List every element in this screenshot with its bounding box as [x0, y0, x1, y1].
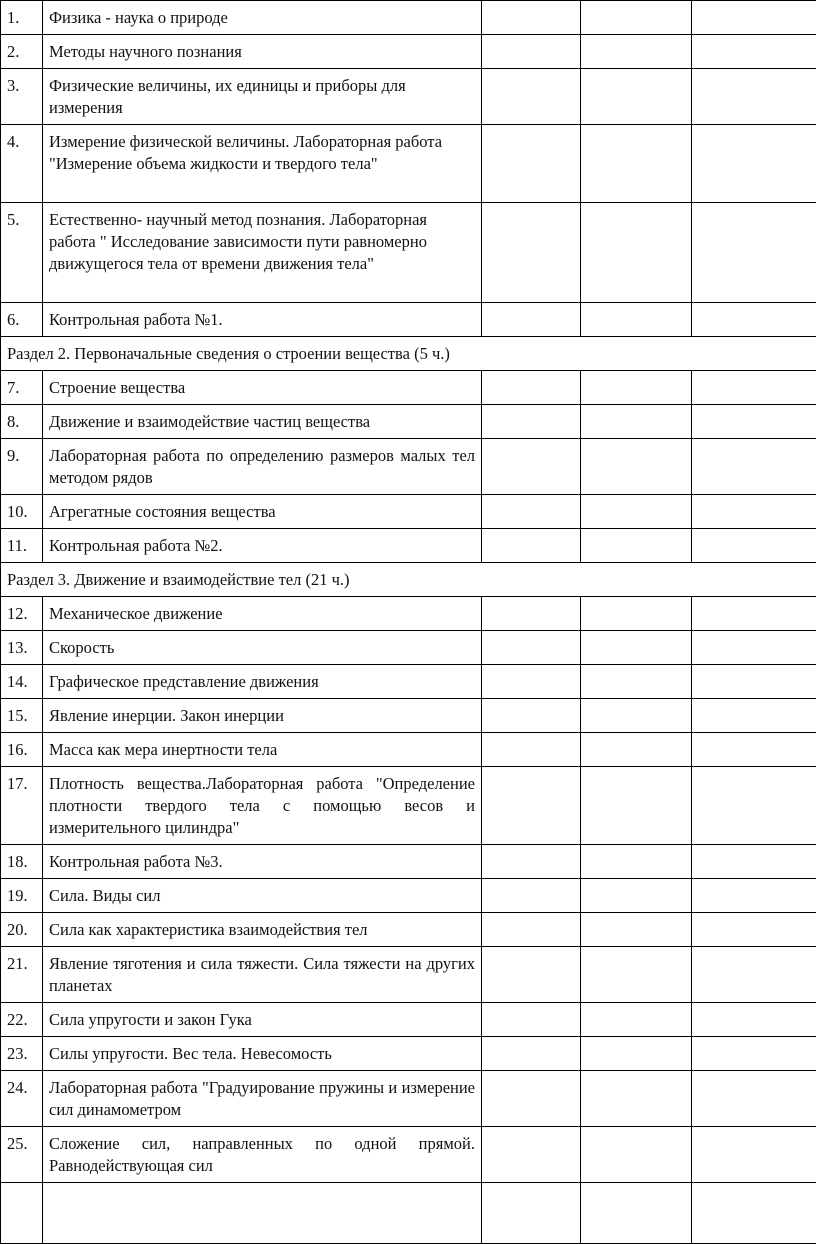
- date-actual-cell: [581, 439, 692, 495]
- date-actual-cell: [581, 1127, 692, 1183]
- table-row: [1, 631, 816, 665]
- date-planned-cell: [482, 631, 581, 665]
- lesson-topic: Физика - наука о природе: [43, 1, 482, 35]
- date-planned-cell: [482, 845, 581, 879]
- table-row: [1, 439, 816, 495]
- lesson-topic: Агрегатные состояния вещества: [43, 495, 482, 529]
- lesson-number: 7.: [1, 371, 43, 405]
- date-planned-cell: [482, 767, 581, 845]
- date-actual-cell: [581, 767, 692, 845]
- lesson-number: 22.: [1, 1003, 43, 1037]
- date-actual-cell: [581, 203, 692, 303]
- lesson-number: 2.: [1, 35, 43, 69]
- table-row: [1, 203, 816, 303]
- date-planned-cell: [482, 947, 581, 1003]
- notes-cell: [692, 1071, 816, 1127]
- date-actual-cell: [581, 371, 692, 405]
- notes-cell: [692, 1, 816, 35]
- lesson-number: 17.: [1, 767, 43, 845]
- notes-cell: [692, 303, 816, 337]
- lesson-topic: Методы научного познания: [43, 35, 482, 69]
- notes-cell: [692, 125, 816, 203]
- notes-cell: [692, 35, 816, 69]
- date-planned-cell: [482, 203, 581, 303]
- lesson-topic: Явление тяготения и сила тяжести. Сила тяжести на других планетах: [43, 947, 482, 1003]
- notes-cell: [692, 69, 816, 125]
- lesson-topic: Контрольная работа №2.: [43, 529, 482, 563]
- lesson-number: 1.: [1, 1, 43, 35]
- date-planned-cell: [482, 665, 581, 699]
- lesson-number: 13.: [1, 631, 43, 665]
- date-actual-cell: [581, 947, 692, 1003]
- date-planned-cell: [482, 597, 581, 631]
- lesson-number: 20.: [1, 913, 43, 947]
- date-planned-cell: [482, 125, 581, 203]
- date-actual-cell: [581, 733, 692, 767]
- date-actual-cell: [581, 1003, 692, 1037]
- lesson-topic: Контрольная работа №3.: [43, 845, 482, 879]
- lesson-number: 4.: [1, 125, 43, 203]
- date-actual-cell: [581, 35, 692, 69]
- notes-cell: [692, 1037, 816, 1071]
- notes-cell: [692, 439, 816, 495]
- table-row: [1, 529, 816, 563]
- notes-cell: [692, 1003, 816, 1037]
- notes-cell: [692, 495, 816, 529]
- lesson-plan-body: [1, 1, 816, 1244]
- date-actual-cell: [581, 1037, 692, 1071]
- lesson-number: 12.: [1, 597, 43, 631]
- date-planned-cell: [482, 371, 581, 405]
- lesson-topic: Естественно- научный метод познания. Лабораторная работа " Исследование зависимости пути равномерно движущегося тела от времени движения тела": [43, 203, 482, 303]
- lesson-topic: Сила. Виды сил: [43, 879, 482, 913]
- lesson-number: 15.: [1, 699, 43, 733]
- notes-cell: [692, 845, 816, 879]
- lesson-number: 14.: [1, 665, 43, 699]
- table-row: [1, 597, 816, 631]
- date-actual-cell: [581, 1, 692, 35]
- lesson-topic: Сила упругости и закон Гука: [43, 1003, 482, 1037]
- lesson-number: 19.: [1, 879, 43, 913]
- date-planned-cell: [482, 529, 581, 563]
- lesson-number: 3.: [1, 69, 43, 125]
- lesson-topic: Строение вещества: [43, 371, 482, 405]
- notes-cell: [692, 1127, 816, 1183]
- table-row: [1, 767, 816, 845]
- notes-cell: [692, 203, 816, 303]
- lesson-topic: Сила как характеристика взаимодействия тел: [43, 913, 482, 947]
- date-planned-cell: [482, 1037, 581, 1071]
- lesson-number: 24.: [1, 1071, 43, 1127]
- notes-cell: [692, 947, 816, 1003]
- section-header: Раздел 2. Первоначальные сведения о строении вещества (5 ч.): [1, 337, 816, 371]
- date-planned-cell: [482, 303, 581, 337]
- table-row: [1, 1127, 816, 1183]
- date-actual-cell: [581, 597, 692, 631]
- table-row-empty: [1, 1183, 816, 1244]
- notes-cell: [692, 529, 816, 563]
- notes-cell: [692, 767, 816, 845]
- date-actual-cell: [581, 699, 692, 733]
- date-planned-cell: [482, 1, 581, 35]
- lesson-topic: Механическое движение: [43, 597, 482, 631]
- lesson-number: 9.: [1, 439, 43, 495]
- table-row: [1, 371, 816, 405]
- date-actual-cell: [581, 303, 692, 337]
- lesson-topic: Физические величины, их единицы и приборы для измерения: [43, 69, 482, 125]
- lesson-number: 11.: [1, 529, 43, 563]
- table-cell-empty: [1, 1183, 43, 1244]
- date-planned-cell: [482, 733, 581, 767]
- date-actual-cell: [581, 879, 692, 913]
- date-planned-cell: [482, 699, 581, 733]
- date-actual-cell: [581, 529, 692, 563]
- lesson-topic: Скорость: [43, 631, 482, 665]
- section-header-row: [1, 337, 816, 371]
- table-cell-empty: [692, 1183, 816, 1244]
- lesson-topic: Измерение физической величины. Лабораторная работа "Измерение объема жидкости и твердого тела": [43, 125, 482, 203]
- date-actual-cell: [581, 125, 692, 203]
- lesson-number: 5.: [1, 203, 43, 303]
- table-row: [1, 125, 816, 203]
- lesson-topic: Явление инерции. Закон инерции: [43, 699, 482, 733]
- notes-cell: [692, 405, 816, 439]
- table-row: [1, 913, 816, 947]
- lesson-topic: Графическое представление движения: [43, 665, 482, 699]
- table-cell-empty: [43, 1183, 482, 1244]
- table-row: [1, 1, 816, 35]
- date-actual-cell: [581, 69, 692, 125]
- table-row: [1, 1003, 816, 1037]
- date-actual-cell: [581, 845, 692, 879]
- date-planned-cell: [482, 439, 581, 495]
- section-header-row: [1, 563, 816, 597]
- lesson-number: 21.: [1, 947, 43, 1003]
- notes-cell: [692, 597, 816, 631]
- lesson-number: 8.: [1, 405, 43, 439]
- lesson-topic: Плотность вещества.Лабораторная работа "Определение плотности твердого тела с помощью весов и измерительного цилиндра": [43, 767, 482, 845]
- lesson-number: 6.: [1, 303, 43, 337]
- table-cell-empty: [581, 1183, 692, 1244]
- lesson-topic: Сложение сил, направленных по одной прямой. Равнодействующая сил: [43, 1127, 482, 1183]
- lesson-number: 16.: [1, 733, 43, 767]
- notes-cell: [692, 631, 816, 665]
- table-row: [1, 495, 816, 529]
- table-row: [1, 947, 816, 1003]
- lesson-number: 23.: [1, 1037, 43, 1071]
- table-cell-empty: [482, 1183, 581, 1244]
- date-planned-cell: [482, 35, 581, 69]
- table-row: [1, 35, 816, 69]
- lesson-topic: Лабораторная работа по определению размеров малых тел методом рядов: [43, 439, 482, 495]
- date-planned-cell: [482, 879, 581, 913]
- notes-cell: [692, 879, 816, 913]
- table-row: [1, 1071, 816, 1127]
- date-planned-cell: [482, 1127, 581, 1183]
- lesson-topic: Силы упругости. Вес тела. Невесомость: [43, 1037, 482, 1071]
- notes-cell: [692, 733, 816, 767]
- notes-cell: [692, 665, 816, 699]
- lesson-topic: Масса как мера инертности тела: [43, 733, 482, 767]
- table-row: [1, 699, 816, 733]
- notes-cell: [692, 371, 816, 405]
- lesson-number: 18.: [1, 845, 43, 879]
- date-planned-cell: [482, 495, 581, 529]
- date-actual-cell: [581, 665, 692, 699]
- date-actual-cell: [581, 1071, 692, 1127]
- table-row: [1, 665, 816, 699]
- table-row: [1, 69, 816, 125]
- lesson-topic: Контрольная работа №1.: [43, 303, 482, 337]
- notes-cell: [692, 699, 816, 733]
- date-actual-cell: [581, 913, 692, 947]
- table-row: [1, 1037, 816, 1071]
- date-planned-cell: [482, 1003, 581, 1037]
- date-actual-cell: [581, 495, 692, 529]
- date-planned-cell: [482, 405, 581, 439]
- date-actual-cell: [581, 631, 692, 665]
- table-row: [1, 733, 816, 767]
- table-row: [1, 405, 816, 439]
- lesson-number: 10.: [1, 495, 43, 529]
- notes-cell: [692, 913, 816, 947]
- table-row: [1, 845, 816, 879]
- lesson-number: 25.: [1, 1127, 43, 1183]
- table-row: [1, 879, 816, 913]
- date-planned-cell: [482, 69, 581, 125]
- section-header: Раздел 3. Движение и взаимодействие тел (21 ч.): [1, 563, 816, 597]
- table-row: [1, 303, 816, 337]
- lesson-topic: Лабораторная работа "Градуирование пружины и измерение сил динамометром: [43, 1071, 482, 1127]
- date-actual-cell: [581, 405, 692, 439]
- lesson-topic: Движение и взаимодействие частиц вещества: [43, 405, 482, 439]
- date-planned-cell: [482, 1071, 581, 1127]
- date-planned-cell: [482, 913, 581, 947]
